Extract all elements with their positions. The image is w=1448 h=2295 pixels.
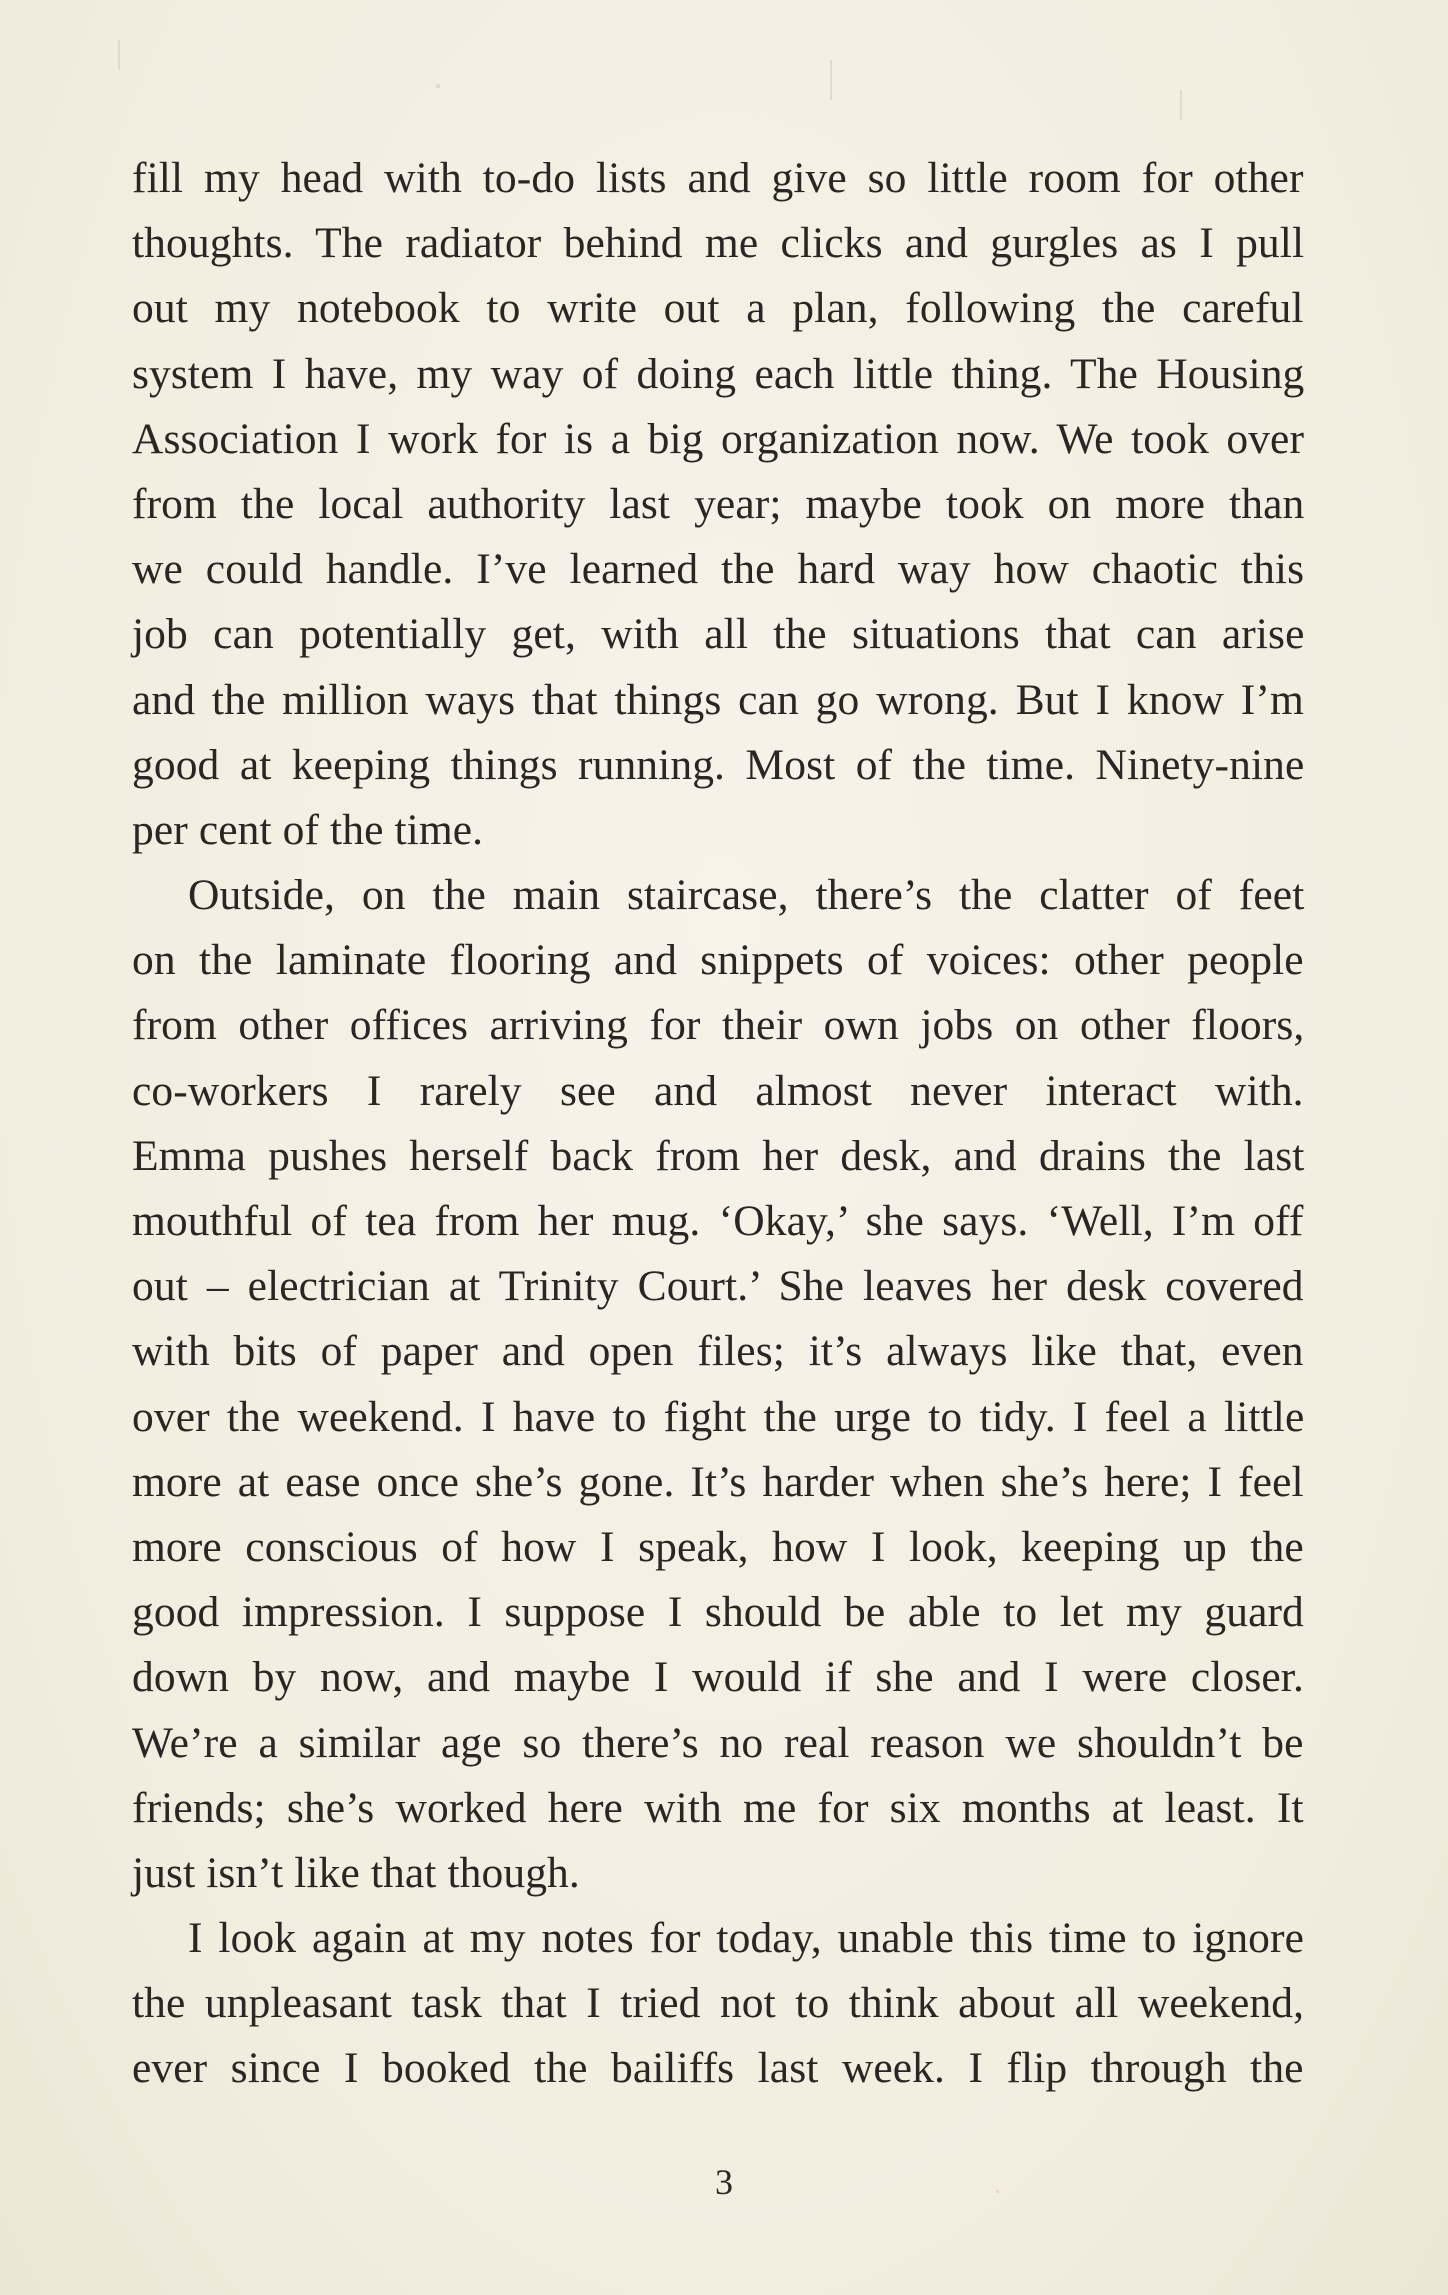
text-line: Association I work for is a big organization now. We took over	[132, 414, 1305, 463]
text-line: mouthful of tea from her mug. ‘Okay,’ she says. ‘Well, I’m off	[132, 1197, 1304, 1245]
text-line: system I have, my way of doing each little thing. The Housing	[132, 349, 1305, 398]
scan-speck	[118, 40, 120, 70]
text-line: fill my head with to-do lists and give so little room for other	[132, 154, 1304, 202]
text-line: on the laminate flooring and snippets of voices: other people	[132, 936, 1304, 985]
text-line: good at keeping things running. Most of the time. Ninety-nine	[132, 740, 1305, 789]
text-line: down by now, and maybe I would if she and I were closer.	[132, 1653, 1304, 1702]
text-line: we could handle. I’ve learned the hard way how chaotic this	[132, 545, 1305, 594]
scan-speck	[1180, 90, 1182, 120]
text-line: co-workers I rarely see and almost never interact with.	[132, 1066, 1304, 1115]
text-line: ever since I booked the bailiffs last week. I flip through the	[132, 2044, 1304, 2093]
text-line: just isn’t like that though.	[132, 1848, 580, 1897]
text-line: more conscious of how I speak, how I look, keeping up the	[132, 1522, 1304, 1571]
scan-speck	[830, 60, 832, 100]
text-line: out my notebook to write out a plan, following the careful	[132, 284, 1304, 333]
page-number: 3	[715, 2162, 733, 2202]
paragraph	[132, 146, 1304, 863]
text-line: I look again at my notes for today, unable this time to ignore	[188, 1914, 1305, 1963]
text-line: per cent of the time.	[132, 805, 484, 854]
text-line: from the local authority last year; maybe took on more than	[132, 479, 1305, 528]
text-line: more at ease once she’s gone. It’s harder when she’s here; I feel	[132, 1457, 1304, 1506]
scan-speck	[436, 84, 440, 88]
text-line: with bits of paper and open files; it’s always like that, even	[132, 1327, 1304, 1376]
text-line: thoughts. The radiator behind me clicks and gurgles as I pull	[132, 219, 1305, 268]
body-text	[132, 146, 1304, 2102]
text-line: good impression. I suppose I should be able to let my guard	[132, 1588, 1304, 1637]
text-line: Emma pushes herself back from her desk, and drains the last	[132, 1131, 1305, 1180]
text-line: and the million ways that things can go wrong. But I know I’m	[132, 675, 1304, 724]
text-line: Outside, on the main staircase, there’s the clatter of feet	[188, 871, 1305, 920]
text-line: from other offices arriving for their own jobs on other floors,	[132, 1001, 1305, 1050]
text-line: We’re a similar age so there’s no real reason we shouldn’t be	[132, 1718, 1304, 1767]
text-line: the unpleasant task that I tried not to think about all weekend,	[132, 1979, 1305, 2028]
text-line: out – electrician at Trinity Court.’ She leaves her desk covered	[132, 1262, 1304, 1311]
text-line: friends; she’s worked here with me for six months at least. It	[132, 1783, 1304, 1832]
paragraph	[132, 1906, 1304, 2102]
text-line: job can potentially get, with all the situations that can arise	[132, 610, 1305, 659]
text-line: over the weekend. I have to fight the urge to tidy. I feel a little	[132, 1392, 1305, 1441]
paragraph	[132, 863, 1304, 1906]
